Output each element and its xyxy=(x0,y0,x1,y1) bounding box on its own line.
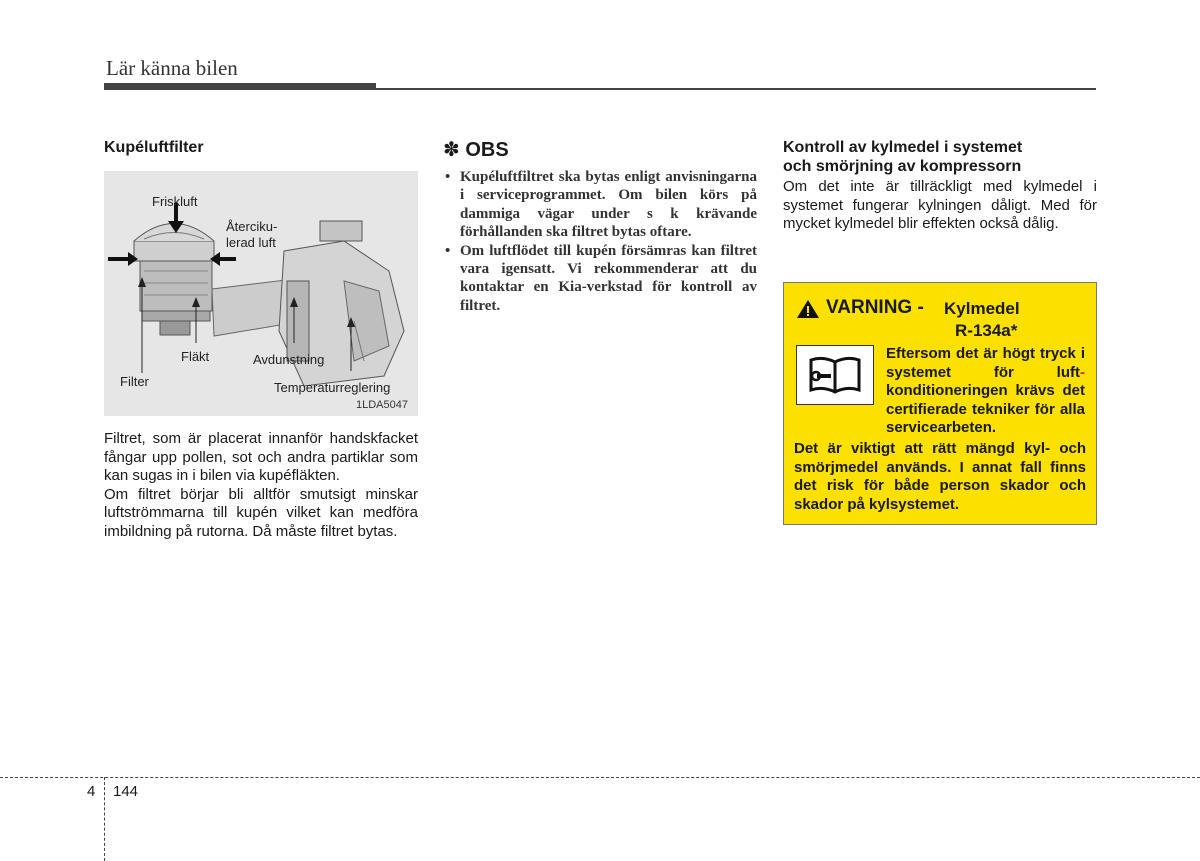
label-recirc-1: Återciku- xyxy=(226,219,278,234)
warning-box xyxy=(783,282,1097,525)
obs-symbol-icon: ✽ xyxy=(443,139,460,161)
warning-subtopic: R-134a* xyxy=(955,321,1018,340)
label-recirc-2: lerad luft xyxy=(226,235,276,250)
obs-title: OBS xyxy=(465,139,509,161)
warning-text-2: Det är viktigt att rätt mängd kyl- och smörjmedel används. I annat fall finns det risk för både person skador och skador på kylsystemet. xyxy=(794,440,1086,513)
column-cabin-filter xyxy=(104,138,418,541)
column-obs xyxy=(443,138,757,315)
warning-text-hyphen: - xyxy=(1080,363,1085,381)
warning-text-1 xyxy=(886,345,1085,438)
obs-bullet-1: • Kupéluftfiltret ska bytas enligt anvisningarna i serviceprogrammet. Om bilen körs på dammiga vägar under s k krävande förhållanden ska filtret bytas oftare. xyxy=(443,168,757,242)
footer-rule xyxy=(0,777,1200,778)
warning-triangle-icon xyxy=(796,299,820,319)
page-number: 144 xyxy=(113,783,139,800)
section-heading-line-2: och smörjning av kompressorn xyxy=(783,158,1022,175)
figure-code: 1LDA5047 xyxy=(356,399,408,411)
obs-list xyxy=(443,168,757,315)
warning-text-1a: Eftersom det är högt tryck i systemet för luft xyxy=(886,345,1085,381)
obs-heading xyxy=(443,138,757,162)
service-manual-icon xyxy=(796,345,874,405)
footer-divider xyxy=(104,777,105,861)
label-temp-control: Temperaturreglering xyxy=(274,380,391,395)
warning-text-1b: konditioneringen krävs det certifierade tekniker för alla servicearbeten. xyxy=(886,382,1085,437)
section-heading: Kupéluftfilter xyxy=(104,139,204,156)
paragraph-filter-location: Filtret, som är placerat innanför handskfacket fångar upp pollen, sot och andra partiklar som kan sugas in i bilen via kupéfläkten. xyxy=(104,430,418,484)
label-evaporator: Avdunstning xyxy=(253,352,325,367)
section-heading-line-1: Kontroll av kylmedel i systemet xyxy=(783,139,1023,156)
label-fresh-air: Friskluft xyxy=(152,194,198,209)
column-refrigerant xyxy=(783,138,1097,513)
label-fan: Fläkt xyxy=(181,349,210,364)
filter-diagram xyxy=(104,171,418,416)
page-header-title: Lär känna bilen xyxy=(106,56,238,80)
obs-bullet-2: • Om luftflödet till kupén försämras kan filtret vara igensatt. Vi rekommenderar att du kontaktar en Kia-verkstad för kontroll av filtret. xyxy=(443,242,757,316)
warning-topic: Kylmedel xyxy=(944,299,1020,318)
header-rule xyxy=(104,88,1096,90)
paragraph-filter-replace: Om filtret börjar bli alltför smutsigt minskar luftströmmarna till kupén vilket kan medföra imbildning på rutorna. Då måste filtret bytas. xyxy=(104,485,418,540)
paragraph-refrigerant: Om det inte är tillräckligt med kylmedel i systemet fungerar kylningen dåligt. Med för mycket kylmedel blir effekten också dålig. xyxy=(783,178,1097,232)
chapter-number: 4 xyxy=(87,783,96,800)
warning-word: VARNING - xyxy=(826,297,924,318)
label-filter: Filter xyxy=(120,374,149,389)
